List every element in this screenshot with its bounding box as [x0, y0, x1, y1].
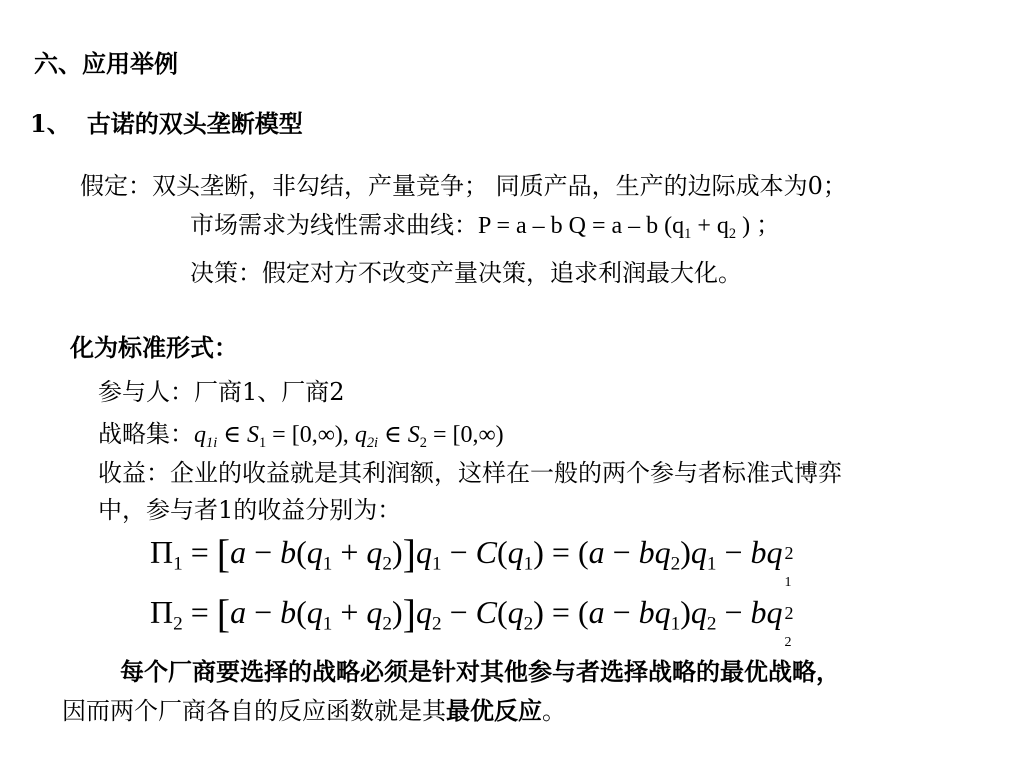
eq1-minus-2: −: [441, 534, 476, 570]
eq2-b: b: [280, 594, 297, 630]
eq1-lparen-2: (: [496, 534, 508, 570]
eq1-minus-3: −: [604, 534, 639, 570]
payoff-text-line-1: 收益：企业的收益就是其利润额，这样在一般的两个参与者标准式博弈: [98, 459, 842, 487]
eq2-q2e: q: [766, 594, 783, 630]
eq1-q1e-sub: 1: [784, 575, 792, 590]
eq2-q1b: q: [654, 594, 671, 630]
eq2-b2: b: [638, 594, 655, 630]
payoff-equation-1: [150, 530, 803, 590]
model-title: 古诺的双头垄断模型: [86, 109, 303, 138]
demand-formula: [478, 213, 781, 243]
eq1-lparen-1: (: [296, 534, 307, 570]
eq1-q2b: q: [654, 534, 671, 570]
strategy-q1-sub: 1i: [206, 435, 218, 452]
eq2-pi-sub: 2: [173, 613, 183, 635]
eq2-q2d: q: [690, 594, 707, 630]
eq2-a2: a: [588, 594, 605, 630]
strategy-S2-sub: 2: [419, 435, 427, 452]
eq2-q2d-sub: 2: [706, 613, 717, 635]
payoff-text-line-2: 中，参与者1的收益分别为：: [98, 496, 402, 524]
eq1-equals: =: [182, 534, 217, 570]
eq1-rbracket: ]: [402, 531, 416, 576]
strategy-elem-1: ∈: [217, 422, 247, 448]
strategy-q2-sub: 2i: [366, 435, 379, 452]
eq1-q1d: q: [690, 534, 707, 570]
conclusion-prefix: 因而两个厂商各自的反应函数就是其: [62, 697, 446, 725]
payoff-equation-2: [150, 590, 803, 650]
eq2-q1a: q: [306, 594, 323, 630]
model-heading: [30, 104, 303, 139]
demand-sub-2: 2: [728, 226, 737, 243]
eq2-q1a-sub: 1: [322, 613, 333, 635]
eq2-q2c: q: [507, 594, 524, 630]
players-text: 参与人：厂商1、厂商2: [98, 378, 345, 406]
eq1-q2b-sub: 2: [670, 553, 681, 575]
eq1-plus: +: [332, 534, 367, 570]
eq2-q1b-sub: 1: [670, 613, 681, 635]
eq1-q2a: q: [366, 534, 383, 570]
strategy-set-1: = [0,∞),: [266, 422, 355, 448]
assumption-text: 假定：双头垄断，非勾结，产量竞争； 同质产品，生产的边际成本为0；: [80, 172, 847, 200]
eq1-q1e: q: [766, 534, 783, 570]
eq1-a: a: [230, 534, 247, 570]
eq2-lbracket: [: [216, 591, 231, 636]
eq2-q2e-sub: 2: [784, 635, 792, 650]
eq1-exp: 2: [784, 543, 794, 563]
eq2-rparen-1: ): [392, 594, 403, 630]
conclusion-line-2: [62, 691, 566, 726]
eq1-b: b: [280, 534, 297, 570]
eq1-equals-2: =: [543, 534, 578, 570]
eq1-minus-1: −: [246, 534, 281, 570]
strategy-q1: q: [194, 422, 206, 448]
eq2-exp: 2: [784, 603, 794, 623]
eq2-equals-2: =: [543, 594, 578, 630]
eq2-rparen-3: ): [680, 594, 691, 630]
eq1-rparen-1: ): [392, 534, 403, 570]
strategy-label: 战略集：: [98, 420, 194, 448]
eq2-minus-3: −: [604, 594, 639, 630]
strategy-S1: S: [246, 422, 259, 448]
demand-formula-end: ) ；: [736, 213, 781, 239]
conclusion-suffix: 。: [542, 697, 566, 725]
eq2-pi: Π: [150, 594, 174, 630]
eq1-q2a-sub: 2: [382, 553, 393, 575]
eq2-minus-2: −: [441, 594, 476, 630]
eq1-lparen-3: (: [577, 534, 589, 570]
eq2-minus-4: −: [716, 594, 751, 630]
eq1-a2: a: [588, 534, 605, 570]
demand-formula-start: P = a – b Q = a – b (q: [478, 213, 685, 239]
eq1-b3: b: [750, 534, 767, 570]
strategy-elem-2: ∈: [378, 422, 408, 448]
conclusion-line-1: 每个厂商要选择的战略必须是针对其他参与者选择战略的最优战略，: [120, 657, 840, 686]
model-number: 1、: [30, 109, 71, 138]
section-heading: 六、应用举例: [34, 49, 178, 78]
eq2-q2a-sub: 2: [382, 613, 393, 635]
decision-text: 决策：假定对方不改变产量决策，追求利润最大化。: [190, 259, 742, 287]
eq1-q1a: q: [306, 534, 323, 570]
eq1-pi-sub: 1: [173, 553, 183, 575]
eq2-q2b: q: [416, 594, 432, 630]
eq2-b3: b: [750, 594, 767, 630]
eq1-rparen-3: ): [680, 534, 691, 570]
eq1-rparen-2: ): [533, 534, 544, 570]
eq2-rparen-2: ): [533, 594, 544, 630]
strategy-set-2: = [0,∞): [426, 422, 504, 448]
eq2-q2b-sub: 2: [432, 613, 442, 635]
eq1-lbracket: [: [216, 531, 231, 576]
strategy-formula: [194, 422, 504, 452]
eq1-q1c: q: [507, 534, 524, 570]
demand-sub-1: 1: [684, 226, 692, 243]
eq1-C: C: [475, 534, 497, 570]
eq1-b2: b: [638, 534, 655, 570]
eq1-q1c-sub: 1: [523, 553, 534, 575]
eq1-minus-4: −: [716, 534, 751, 570]
eq2-C: C: [475, 594, 497, 630]
strategy-S1-sub: 1: [258, 435, 267, 452]
eq1-q1d-sub: 1: [706, 553, 717, 575]
eq2-lparen-3: (: [577, 594, 589, 630]
eq2-a: a: [230, 594, 247, 630]
eq2-q2a: q: [366, 594, 383, 630]
eq1-pi: Π: [150, 534, 174, 570]
demand-formula-mid: + q: [691, 213, 729, 239]
eq2-lparen-1: (: [296, 594, 307, 630]
demand-label: 市场需求为线性需求曲线：: [190, 211, 478, 239]
demand-line: [190, 205, 781, 243]
eq2-lparen-2: (: [496, 594, 508, 630]
eq2-equals: =: [182, 594, 217, 630]
strategy-q2: q: [354, 422, 367, 448]
eq2-q2c-sub: 2: [523, 613, 534, 635]
eq2-plus: +: [332, 594, 367, 630]
eq2-minus-1: −: [246, 594, 281, 630]
strategy-S2: S: [407, 422, 420, 448]
conclusion-bold: 最优反应: [446, 696, 542, 725]
strategy-line: [98, 414, 504, 452]
eq1-q1b: q: [416, 534, 432, 570]
standard-form-heading: 化为标准形式：: [70, 333, 238, 362]
eq2-rbracket: ]: [402, 591, 416, 636]
eq1-q1a-sub: 1: [322, 553, 333, 575]
eq1-q1b-sub: 1: [432, 553, 442, 575]
